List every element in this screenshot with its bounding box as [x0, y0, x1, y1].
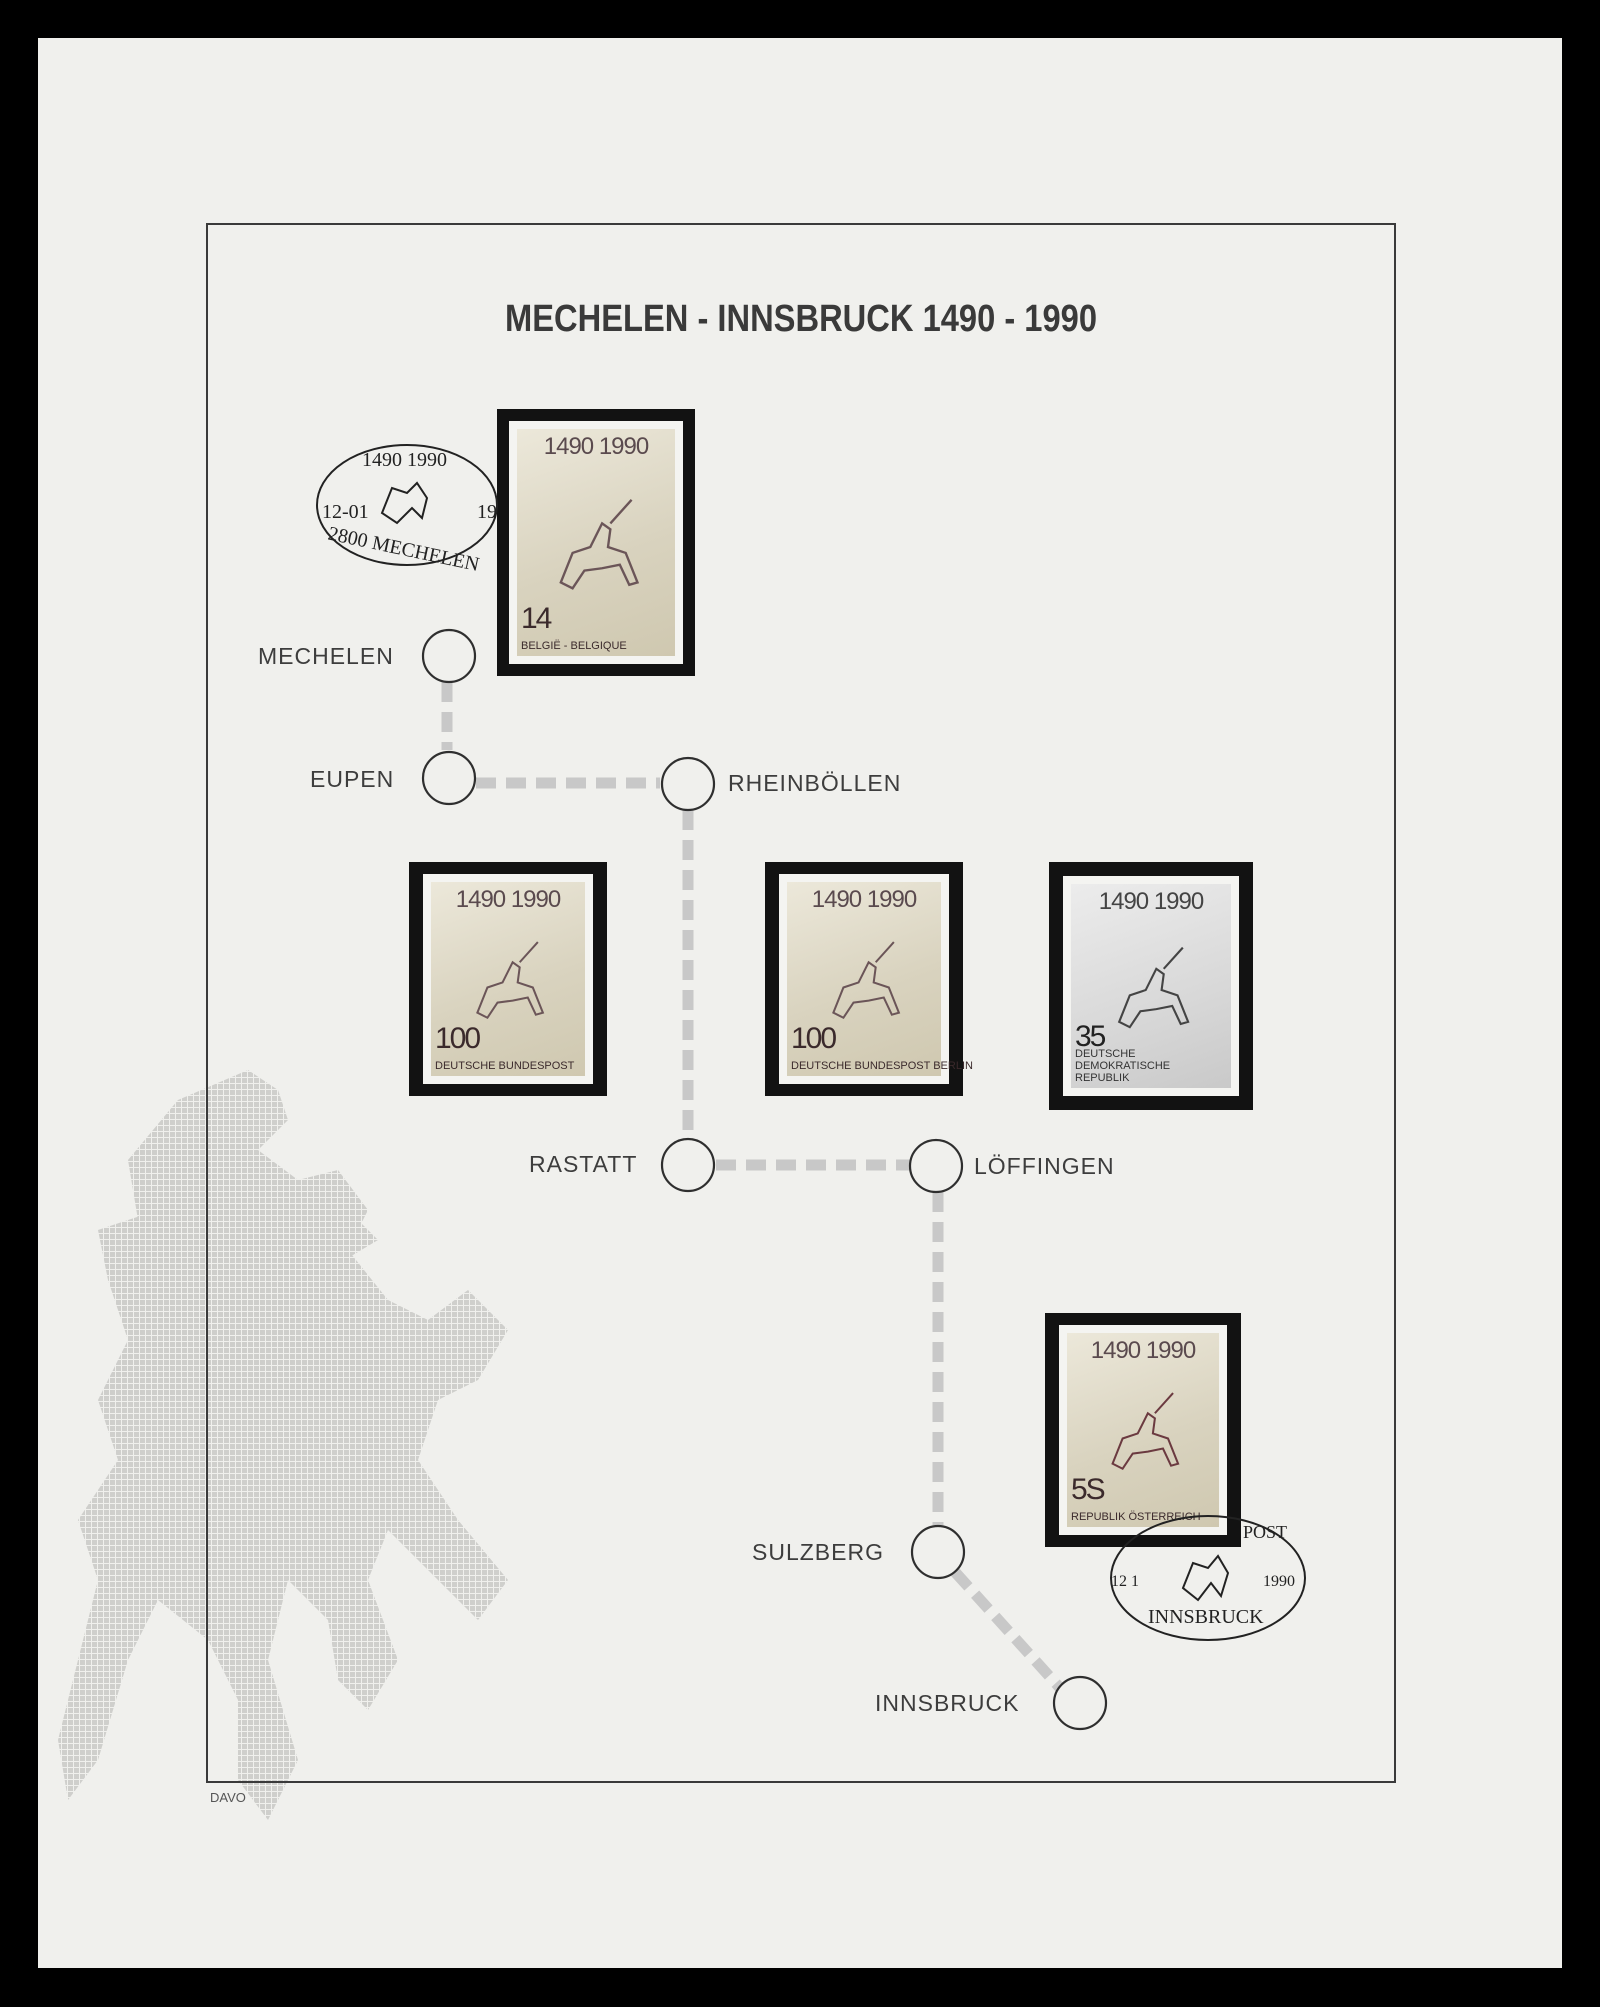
stamp-value: 100 — [791, 1022, 836, 1055]
stamp-value: 14 — [521, 602, 551, 635]
stamp-value: 100 — [435, 1022, 480, 1055]
station-circle-mechelen — [423, 630, 475, 682]
stamp-ddr — [1063, 876, 1239, 1096]
stamp-mount-ddr — [1049, 862, 1253, 1110]
postmark-year: 1990 — [1263, 1573, 1295, 1590]
rider-illustration — [802, 932, 925, 1033]
station-label-innsbruck: INNSBRUCK — [875, 1690, 1020, 1716]
postmark-top-text: POST — [1243, 1522, 1288, 1542]
rider-illustration — [533, 488, 659, 606]
rider-illustration — [1082, 1383, 1204, 1484]
rider-illustration — [446, 932, 569, 1033]
stamp-years: 1490 1990 — [455, 886, 561, 913]
stamp-years: 1490 1990 — [1098, 888, 1204, 915]
postmark-top-text: 1490 1990 — [362, 449, 447, 471]
stamp-value: 5S — [1071, 1473, 1104, 1506]
station-circle-innsbruck — [1054, 1677, 1106, 1729]
stamp-country: REPUBLIK ÖSTERREICH — [1071, 1511, 1201, 1523]
postmark-date: 12 1 — [1111, 1573, 1139, 1590]
postmark-date: 12-01 — [322, 501, 369, 523]
stamp-mount-belgium — [497, 409, 695, 676]
station-circle-loffingen — [910, 1140, 962, 1192]
page-title: MECHELEN - INNSBRUCK 1490 - 1990 — [504, 298, 1098, 340]
postmark-mechelen — [312, 438, 502, 577]
stamp-years: 1490 1990 — [811, 886, 917, 913]
postmark-year: 19 — [477, 501, 497, 523]
station-label-sulzberg: SULZBERG — [752, 1539, 884, 1565]
stamp-mount-berlin — [765, 862, 973, 1096]
stamp-value: 35 — [1075, 1020, 1105, 1053]
stamp-country: BELGIË - BELGIQUE — [521, 640, 627, 652]
station-label-loffingen: LÖFFINGEN — [974, 1153, 1115, 1179]
station-label-eupen: EUPEN — [310, 766, 395, 792]
station-label-rastatt: RASTATT — [529, 1151, 638, 1177]
station-circle-rastatt — [662, 1139, 714, 1191]
station-label-rheinbollen: RHEINBÖLLEN — [728, 770, 902, 796]
stamp-belgium — [509, 421, 683, 664]
stamp-bundespost — [423, 874, 593, 1084]
stamp-country: DEUTSCHE DEMOKRATISCHE REPUBLIK — [1075, 1048, 1171, 1084]
publisher-mark: DAVO — [210, 1790, 246, 1805]
stamp-years: 1490 1990 — [543, 433, 649, 460]
stamp-mount-bundespost — [409, 862, 607, 1096]
postmark-innsbruck — [1103, 1508, 1313, 1648]
rider-illustration — [1087, 937, 1215, 1043]
postmark-place: INNSBRUCK — [1148, 1606, 1264, 1628]
station-circle-rheinbollen — [662, 758, 714, 810]
station-label-mechelen: MECHELEN — [258, 643, 394, 669]
stamp-years: 1490 1990 — [1090, 1337, 1196, 1364]
stamp-berlin — [779, 874, 973, 1084]
stamp-austria — [1059, 1325, 1227, 1535]
station-circle-eupen — [423, 752, 475, 804]
postmark-place: 2800 MECHELEN — [326, 522, 482, 577]
stamp-country: DEUTSCHE BUNDESPOST — [435, 1060, 575, 1072]
station-circle-sulzberg — [912, 1526, 964, 1578]
route-segment-sulzberg-innsbruck — [955, 1572, 1060, 1688]
stamp-country: DEUTSCHE BUNDESPOST BERLIN — [791, 1060, 973, 1072]
